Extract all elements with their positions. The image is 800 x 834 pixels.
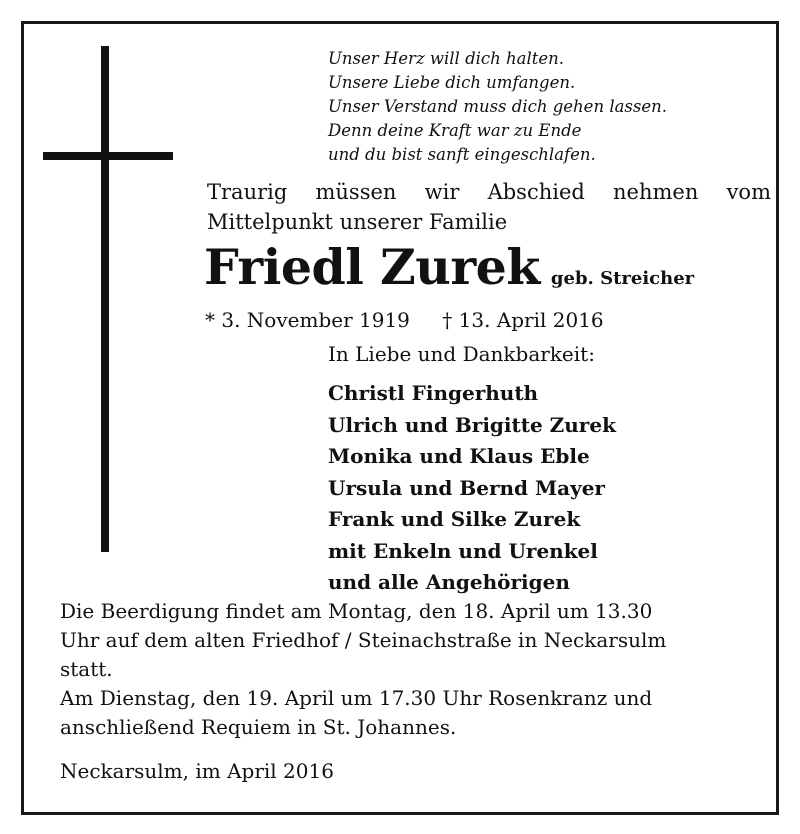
- mourner-name: Monika und Klaus Eble: [328, 444, 590, 468]
- birth-name: geb. Streicher: [550, 268, 695, 289]
- funeral-line: statt.: [60, 657, 113, 681]
- funeral-details: [60, 597, 772, 742]
- deceased-name: Friedl Zurek: [204, 238, 540, 296]
- poem-line: Unser Verstand muss dich gehen lassen.: [328, 97, 667, 116]
- intro-text: [207, 177, 771, 237]
- mourner-name: Christl Fingerhuth: [328, 381, 539, 405]
- funeral-line: anschließend Requiem in St. Johannes.: [60, 715, 457, 739]
- mourner-name: mit Enkeln und Urenkel: [328, 538, 598, 563]
- poem: [328, 47, 667, 167]
- thanks-heading: In Liebe und Dankbarkeit:: [328, 342, 595, 366]
- mourner-name: Ulrich und Brigitte Zurek: [328, 412, 616, 437]
- poem-line: Denn deine Kraft war zu Ende: [328, 121, 582, 140]
- cross-vertical-bar: [101, 46, 109, 552]
- mourner-name: Ursula und Bernd Mayer: [328, 475, 605, 500]
- poem-line: und du bist sanft eingeschlafen.: [328, 145, 596, 164]
- life-dates: [205, 308, 604, 332]
- funeral-line: Die Beerdigung findet am Montag, den 18. April um 13.30: [60, 599, 653, 623]
- deceased-name-line: [204, 238, 694, 296]
- death-date: † 13. April 2016: [442, 308, 604, 332]
- poem-line: Unsere Liebe dich umfangen.: [328, 73, 576, 92]
- funeral-line: Uhr auf dem alten Friedhof / Steinachstraße in Neckarsulm: [60, 628, 667, 652]
- place-and-date: Neckarsulm, im April 2016: [60, 759, 334, 783]
- poem-line: Unser Herz will dich halten.: [328, 49, 565, 68]
- mourner-name: und alle Angehörigen: [328, 570, 570, 594]
- mourners-list: [328, 378, 616, 599]
- birth-date: * 3. November 1919: [205, 308, 410, 332]
- intro-line: Traurig müssen wir Abschied nehmen vom: [207, 180, 771, 204]
- mourner-name: Frank und Silke Zurek: [328, 507, 581, 531]
- cross-horizontal-bar: [43, 152, 173, 160]
- funeral-line: Am Dienstag, den 19. April um 17.30 Uhr Rosenkranz und: [60, 686, 653, 710]
- intro-line: Mittelpunkt unserer Familie: [207, 210, 508, 234]
